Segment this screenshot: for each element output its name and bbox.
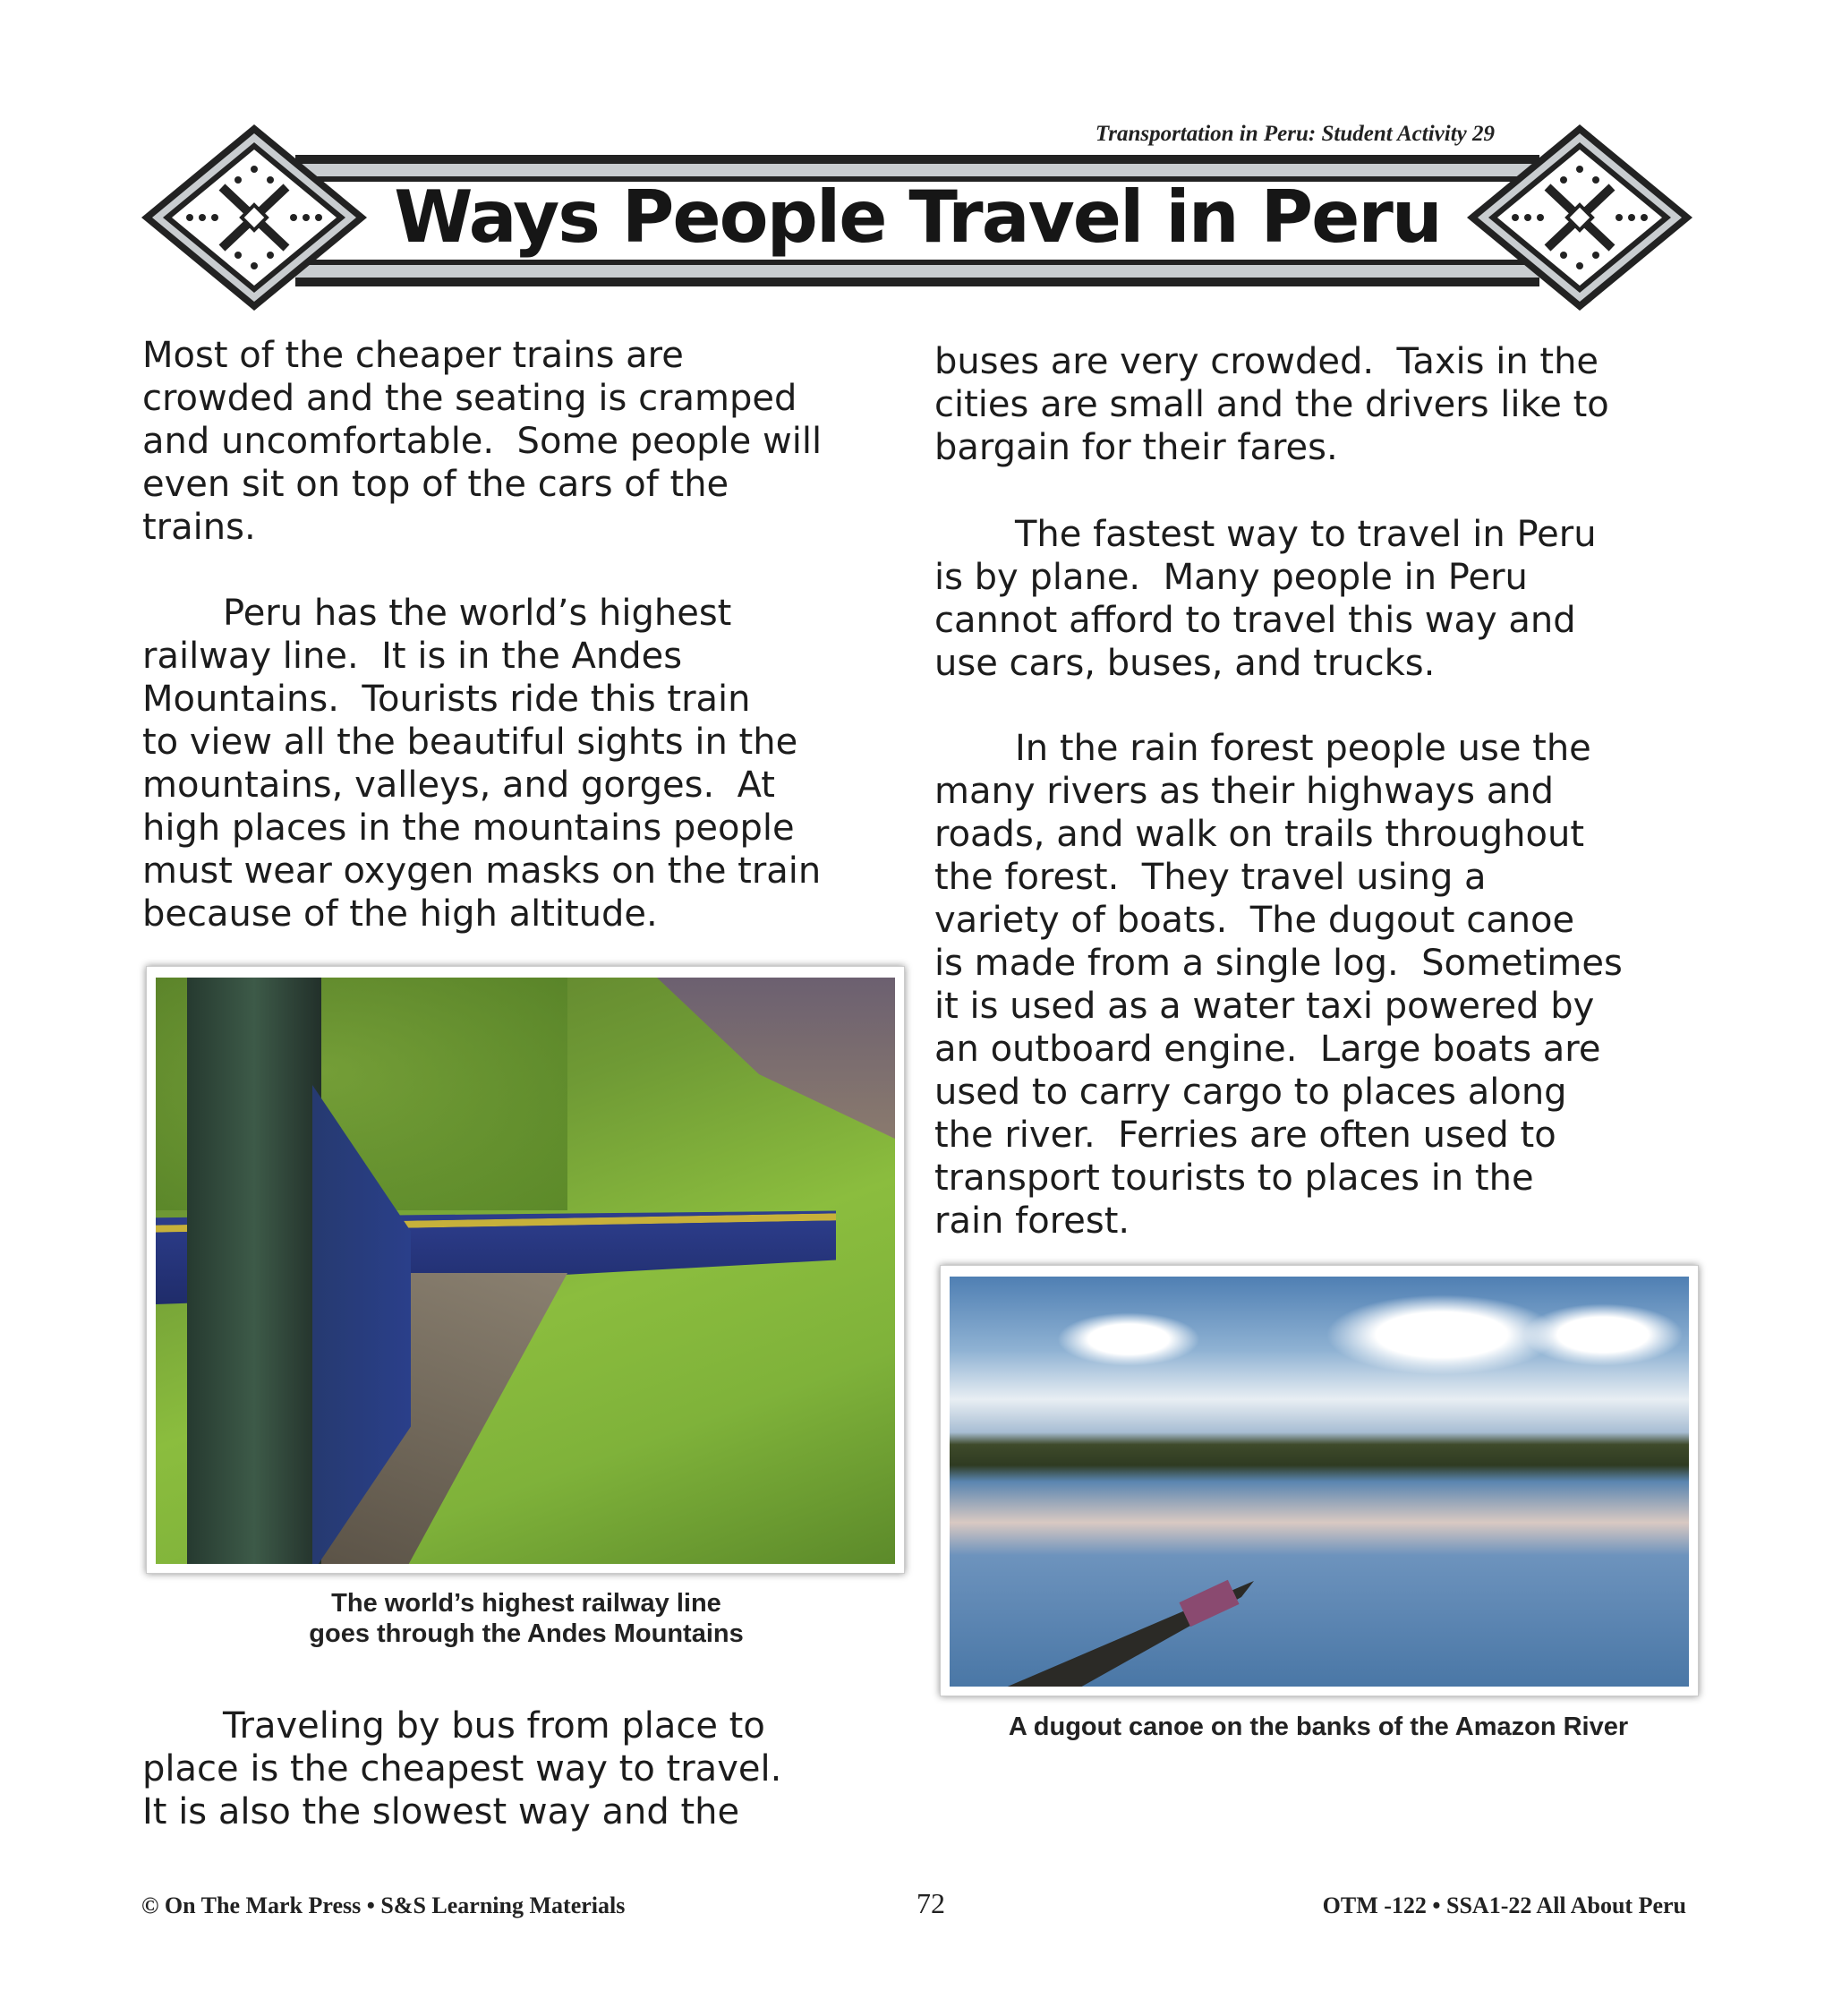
canoe-photo-frame [940, 1265, 1699, 1696]
text-line: to view all the beautiful sights in the [142, 722, 798, 763]
text-line: bargain for their fares. [934, 427, 1338, 468]
text-line: used to carry cargo to places along [934, 1072, 1567, 1113]
text-line: is made from a single log. Sometimes [934, 943, 1623, 984]
text-line: variety of boats. The dugout canoe [934, 900, 1575, 941]
train-photo-frame [146, 966, 905, 1574]
left-paragraph-1 [142, 334, 822, 549]
text-line: trains. [142, 507, 256, 548]
text-line: Mountains. Tourists ride this train [142, 679, 751, 720]
text-line: cities are small and the drivers like to [934, 384, 1609, 425]
text-line: the forest. They travel using a [934, 857, 1487, 898]
text-line: use cars, buses, and trucks. [934, 643, 1436, 684]
caption-line: goes through the Andes Mountains [309, 1619, 744, 1648]
right-paragraph-3 [934, 727, 1623, 1243]
banner-stripe-bottom [295, 265, 1539, 278]
text-line: even sit on top of the cars of the [142, 464, 729, 505]
canoe-photo-caption: A dugout canoe on the banks of the Amazon River [1008, 1713, 1629, 1741]
train-photo [156, 978, 895, 1564]
text-line: an outboard engine. Large boats are [934, 1029, 1601, 1070]
text-line: Traveling by bus from place to [223, 1705, 765, 1747]
text-line: is by plane. Many people in Peru [934, 557, 1528, 598]
train-photo-caption [215, 1588, 838, 1649]
text-line: it is used as a water taxi powered by [934, 986, 1595, 1027]
text-line: Most of the cheaper trains are [142, 335, 684, 376]
banner-stripe-top [295, 164, 1539, 176]
text-line: mountains, valleys, and gorges. At [142, 765, 775, 806]
right-paragraph-2 [934, 513, 1597, 685]
caption-line: The world’s highest railway line [331, 1589, 721, 1618]
page-title: Ways People Travel in Peru [394, 175, 1441, 259]
text-line: buses are very crowded. Taxis in the [934, 341, 1599, 382]
text-line: place is the cheapest way to travel. [142, 1748, 782, 1790]
left-diamond-ornament-icon [140, 123, 369, 312]
text-line: The fastest way to travel in Peru [1015, 514, 1597, 555]
text-line: must wear oxygen masks on the train [142, 850, 822, 892]
text-line: Peru has the world’s highest [223, 593, 732, 634]
text-line: transport tourists to places in the [934, 1157, 1534, 1199]
text-line: roads, and walk on trails throughout [934, 814, 1585, 855]
text-line: and uncomfortable. Some people will [142, 421, 823, 462]
text-line: because of the high altitude. [142, 893, 658, 935]
text-line: cannot afford to travel this way and [934, 600, 1576, 641]
footer-publisher: © On The Mark Press • S&S Learning Materials [141, 1892, 626, 1918]
activity-label: Transportation in Peru: Student Activity 29 [1095, 122, 1495, 146]
banner-border-bottom [295, 278, 1539, 286]
canoe-photo [950, 1277, 1689, 1687]
text-line: the river. Ferries are often used to [934, 1115, 1556, 1156]
text-line: many rivers as their highways and [934, 771, 1554, 812]
text-line: railway line. It is in the Andes [142, 636, 683, 677]
page-number: 72 [916, 1887, 945, 1919]
left-paragraph-2 [142, 592, 821, 935]
text-line: crowded and the seating is cramped [142, 378, 797, 419]
banner-border-top [295, 155, 1539, 164]
right-diamond-ornament-icon [1465, 123, 1694, 312]
right-paragraph-1 [934, 340, 1609, 469]
text-line: rain forest. [934, 1200, 1130, 1242]
left-paragraph-3 [142, 1704, 781, 1833]
text-line: It is also the slowest way and the [142, 1791, 740, 1832]
text-line: In the rain forest people use the [1015, 728, 1591, 769]
text-line: high places in the mountains people [142, 807, 795, 849]
footer-book-code: OTM -122 • SSA1-22 All About Peru [1322, 1892, 1686, 1918]
